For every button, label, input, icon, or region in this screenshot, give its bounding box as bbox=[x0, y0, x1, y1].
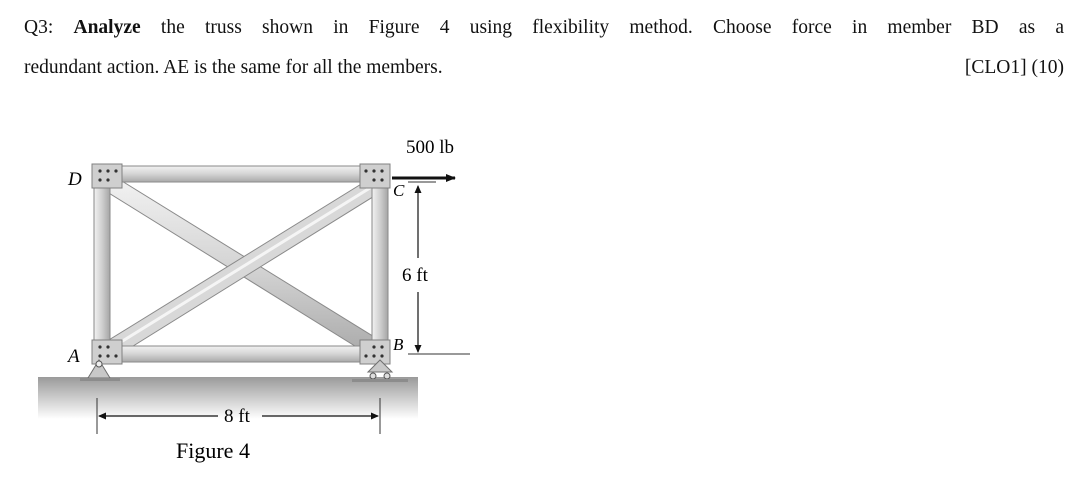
width-label: 8 ft bbox=[224, 406, 250, 427]
member-dc bbox=[94, 166, 388, 182]
member-ad bbox=[94, 166, 110, 362]
height-label: 6 ft bbox=[402, 265, 428, 286]
figure-caption: Figure 4 bbox=[176, 438, 250, 463]
question-line-2-text: redundant action. AE is the same for all the members. bbox=[24, 57, 443, 78]
member-bc bbox=[372, 166, 388, 362]
question-line-1-rest: the truss shown in Figure 4 using flexibility method. Choose force in member BD as a bbox=[160, 17, 1065, 38]
question-verb: Analyze bbox=[73, 17, 141, 38]
question-number: Q3: bbox=[24, 17, 54, 38]
load-label: 500 lb bbox=[406, 137, 455, 158]
node-label-c: C bbox=[393, 181, 405, 200]
gusset-b bbox=[360, 340, 390, 364]
node-label-a: A bbox=[68, 346, 80, 367]
gusset-a bbox=[92, 340, 122, 364]
gusset-c bbox=[360, 164, 390, 188]
node-label-b: B bbox=[393, 335, 404, 354]
question-marks: [CLO1] (10) bbox=[964, 57, 1064, 78]
gusset-d bbox=[92, 164, 122, 188]
node-label-d: D bbox=[68, 169, 82, 190]
member-ab bbox=[94, 346, 388, 362]
